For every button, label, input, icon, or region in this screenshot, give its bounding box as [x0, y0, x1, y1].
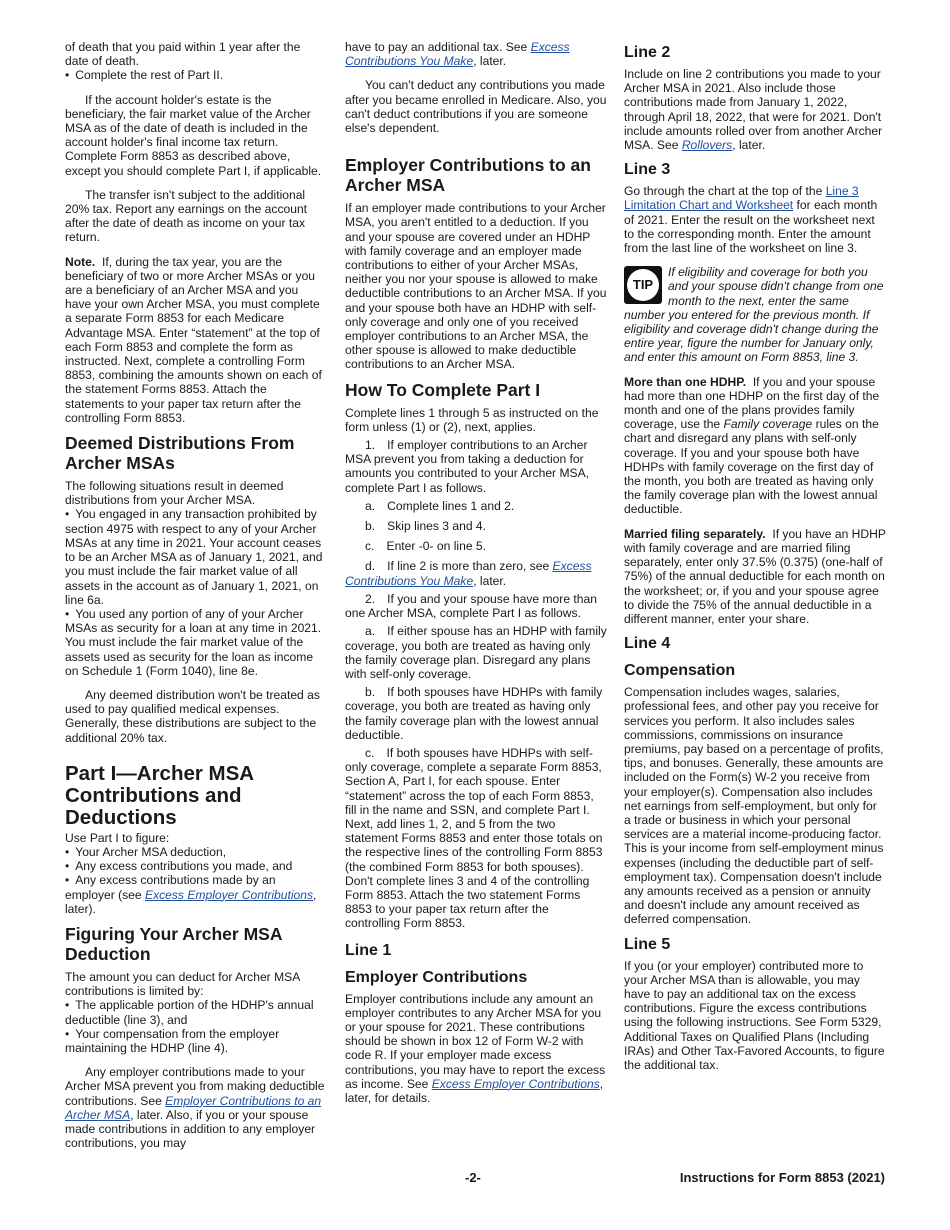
text: for each month of 2021. Enter the result on the worksheet next to the corresponding month. Enter the amount from the last line of the worksheet on line 3.	[624, 198, 878, 256]
bullet-item: • You engaged in any transaction prohibited by section 4975 with respect to any of your Archer MSAs at any time in 2021. Your account ceases to be an Archer MSA as of January 1, 2021, and you must include the fair market value of all assets in the account as of January 1, 2021, on line 6a.	[65, 507, 327, 606]
tip-icon	[624, 266, 662, 304]
link-excess-contributions-you-make[interactable]: Excess Contributions You Make	[345, 40, 570, 69]
bullet-item: • You used any portion of any of your Archer MSAs as security for a loan at any time in 2021. You must include the fair market value of the assets used as security for the loan as income on Schedule 1 (Form 1040), line 8e.	[65, 607, 327, 678]
paragraph: If you (or your employer) contributed more to your Archer MSA than is allowable, you may have to pay an additional tax on the excess contributions. Figure the excess contributions using the following instructions. See Form 5329, Additional Taxes on Qualified Plans (Including IRAs) and Other Tax-Favored Accounts, to figure the additional tax.	[624, 958, 885, 1072]
text: Any employer contributions made to your Archer MSA prevent you from making deductible contributions. See	[65, 1065, 325, 1108]
note-paragraph	[65, 255, 327, 425]
paragraph	[624, 184, 886, 255]
text: d. If line 2 is more than zero, see	[365, 559, 553, 574]
paragraph	[624, 375, 886, 517]
paragraph: c. If both spouses have HDHPs with self-only coverage, complete a separate Form 8853, Section A, Part I, for each spouse. Enter “statement” across the top of each Form 8853, fill in the name and SSN, and complete Part I. Next, add lines 1, 2, and 5 from the two statement Forms 8853 and enter those totals on the respective lines of the controlling Form 8853 (the combined Form 8853 for both spouses). Don't complete lines 3 and 4 of the controlling Form 8853. Attach the two statement Forms 8853 to your paper tax return after the controlling Form 8853.	[345, 745, 603, 931]
paragraph: The transfer isn't subject to the additional 20% tax. Report any earnings on the account after the date of death as income on your tax return.	[65, 187, 308, 245]
footer-title: Instructions for Form 8853 (2021)	[679, 1170, 885, 1185]
paragraph: You can't deduct any contributions you made after you became enrolled in Medicare. Also, you can't deduct contributions if you are someone else's dependent.	[345, 78, 607, 136]
heading-line-3: Line 3	[624, 161, 671, 179]
bullet-item: • Your compensation from the employer maintaining the HDHP (line 4).	[65, 1027, 327, 1055]
text: Go through the chart at the top of the	[624, 184, 826, 199]
heading-figuring-deduction: Figuring Your Archer MSA Deduction	[65, 923, 282, 964]
text: , later.	[473, 573, 507, 588]
text: If eligibility and coverage for both you and your spouse didn't change from one month to the next, enter the same	[668, 265, 884, 308]
heading-line-1: Line 1	[345, 941, 392, 959]
paragraph: a. If either spouse has an HDHP with family coverage, you both are treated as having only the family coverage plan. Disregard any plans with self-only coverage.	[345, 624, 607, 681]
heading-employer-contributions: Employer Contributions to an Archer MSA	[345, 155, 591, 196]
paragraph: Complete lines 1 through 5 as instructed on the form unless (1) or (2), next, applies.	[345, 405, 599, 434]
text: If you and your spouse had more than one HDHP on the first day of the month and one of the plans provides family coverage, use the	[624, 374, 880, 432]
paragraph: 2. If you and your spouse have more than one Archer MSA, complete Part I as follows.	[345, 591, 597, 621]
paragraph	[624, 527, 886, 626]
run-in-heading: More than one HDHP.	[624, 374, 747, 389]
paragraph	[65, 1065, 327, 1150]
list-item: b. Skip lines 3 and 4.	[365, 519, 487, 534]
paragraph: Compensation includes wages, salaries, professional fees, and other pay you receive for services you perform. It also includes sales commissions, commissions on insurance premiums, pay based on a percentage of profits, tips, and bonuses. Generally, these amounts are included on the Form(s) W-2 you receive from your employer(s). Compensation also includes net earnings from self-employment, but only for a trade or business in which your personal services are a material income-producing factor. This is your income from self-employment minus expenses (including the deductible part of self-employment tax). Compensation doesn't include any amounts received as a pension or annuity and doesn't include any amount received as deferred compensation.	[624, 685, 884, 927]
paragraph: 1. If employer contributions to an Archer MSA prevent you from taking a deduction for amounts you contributed to your Archer MSA, complete Part I as follows.	[345, 438, 590, 495]
text: Employer contributions include any amount an employer contributes to any Archer MSA for you or your spouse for 2021. These contributions should be shown in box 12 of Form W-2 with code R. If your employer made excess contributions, you may have to report the excess as income. See	[345, 991, 606, 1091]
link-employer-contributions[interactable]: Employer Contributions to an Archer MSA	[65, 1093, 322, 1122]
text: , later. Also, if you or your spouse made contributions in addition to any employer contributions, you may	[65, 1107, 316, 1151]
italic-term: Family coverage	[723, 417, 813, 432]
paragraph: If the account holder's estate is the beneficiary, the fair market value of the Archer MSA as of the date of death is included in the account holder's final income tax return. Complete Form 8853 as described above, except you should complete Part I, if applicable.	[65, 92, 322, 178]
text: , later.	[473, 54, 507, 69]
text: Include on line 2 contributions you made to your Archer MSA in 2021. Also include those contributions made from January 1, 2022, through April 18, 2022, that were for 2021. Don't include amounts rolled over from another Archer MSA. See	[624, 67, 883, 153]
text: Any excess contributions made by an employer (see	[65, 873, 276, 902]
link-rollovers[interactable]: Rollovers	[681, 138, 733, 153]
text: , later.	[732, 138, 766, 153]
paragraph: The amount you can deduct for Archer MSA contributions is limited by:	[65, 969, 300, 999]
bullet-item: • Any excess contributions you made, and	[65, 859, 327, 873]
tip-box	[624, 265, 886, 364]
paragraph: If an employer made contributions to your Archer MSA, you aren't entitled to a deduction. If you and your spouse are covered under an HDHP with family coverage and an employer made contributions to either of your Archer MSAs, neither you nor your spouse is allowed to make deductible contributions to an Archer MSA. If you and your spouse both have an HDHP with self-only coverage and only one of you received employer contributions to an Archer MSA, the other spouse is allowed to make deductible contributions to an Archer MSA.	[345, 201, 607, 372]
link-excess-employer-contributions[interactable]: Excess Employer Contributions	[145, 887, 314, 902]
bullet-item: • Complete the rest of Part II.	[65, 68, 327, 82]
paragraph: Use Part I to figure:	[65, 830, 170, 845]
text: , later).	[65, 887, 317, 916]
paragraph: Any deemed distribution won't be treated as used to pay qualified medical expenses. Generally, these distributions are subject to the additional 20% tax.	[65, 687, 320, 745]
paragraph: b. If both spouses have HDHPs with family coverage, you both are treated as having only the family coverage plan with the lowest annual deductible.	[345, 685, 603, 742]
bullet-item: • Your Archer MSA deduction,	[65, 845, 327, 859]
link-line3-chart-worksheet[interactable]: Line 3 Limitation Chart and Worksheet	[624, 184, 859, 213]
note-label: Note.	[65, 254, 96, 269]
paragraph	[345, 40, 607, 68]
list-item	[345, 559, 607, 587]
column-left	[65, 40, 327, 1150]
link-excess-contributions-you-make[interactable]: Excess Contributions You Make	[345, 559, 592, 588]
list-item: c. Enter -0- on line 5.	[365, 539, 486, 554]
heading-how-to-complete: How To Complete Part I	[345, 379, 541, 400]
paragraph: The following situations result in deemed distributions from your Archer MSA.	[65, 479, 284, 508]
paragraph	[624, 67, 886, 152]
heading-compensation: Compensation	[624, 662, 736, 680]
heading-deemed-distributions: Deemed Distributions From Archer MSAs	[65, 433, 295, 474]
bullet-item: • The applicable portion of the HDHP's annual deductible (line 3), and	[65, 998, 327, 1026]
run-in-heading: Married filing separately.	[624, 526, 766, 541]
heading-line-5: Line 5	[624, 935, 671, 953]
column-middle	[345, 40, 607, 1105]
note-text: If, during the tax year, you are the beneficiary of two or more Archer MSAs or you are a beneficiary of an Archer MSA and you have your own Archer MSA, you must complete a separate Form 8853 for each Medicare Advantage MSA. Enter “statement” at the top of each Form 8853 and complete the form as instructed. Next, complete a controlling Form 8853, combining the amounts shown on each of the statement Forms 8853. Attach the statements to your paper tax return after the controlling Form 8853.	[65, 254, 322, 425]
text: , later, for details.	[345, 1076, 604, 1105]
tip-text	[624, 265, 886, 364]
text: have to pay an additional tax. See	[345, 40, 531, 54]
paragraph	[345, 992, 607, 1106]
column-right	[624, 40, 886, 1072]
list-item: a. Complete lines 1 and 2.	[365, 498, 515, 513]
paragraph: of death that you paid within 1 year after the date of death.	[65, 40, 301, 69]
page-number: -2-	[465, 1170, 481, 1185]
bullet-item	[65, 873, 327, 916]
link-excess-employer-contributions[interactable]: Excess Employer Contributions	[431, 1076, 600, 1091]
tip-label: TIP	[627, 269, 659, 301]
heading-line-2: Line 2	[624, 44, 671, 61]
heading-part-1: Part I—Archer MSA Contributions and Deductions	[65, 761, 254, 829]
text: number you entered for the previous month. If eligibility and coverage didn't change during the entire year, figure the number for January only, and enter this amount on Form 8853, line 3.	[624, 307, 879, 365]
heading-line-4: Line 4	[624, 635, 671, 653]
heading-employer-contributions-sub: Employer Contributions	[345, 968, 528, 986]
text: If you have an HDHP with family coverage and are married filing separately, enter only 37.5% (0.375) (one-half of 75%) of the annual deductible for each month on the worksheet; or, if you and your spouse agree to divide the 75% of the annual deductible in a different manner, enter your share.	[624, 526, 886, 626]
text: rules on the chart and disregard any plans with self-only coverage. If you and your spouse both have HDHPs with family coverage on the first day of the month, you both are treated as having only the family coverage plan with the lowest annual deductible.	[624, 417, 879, 517]
